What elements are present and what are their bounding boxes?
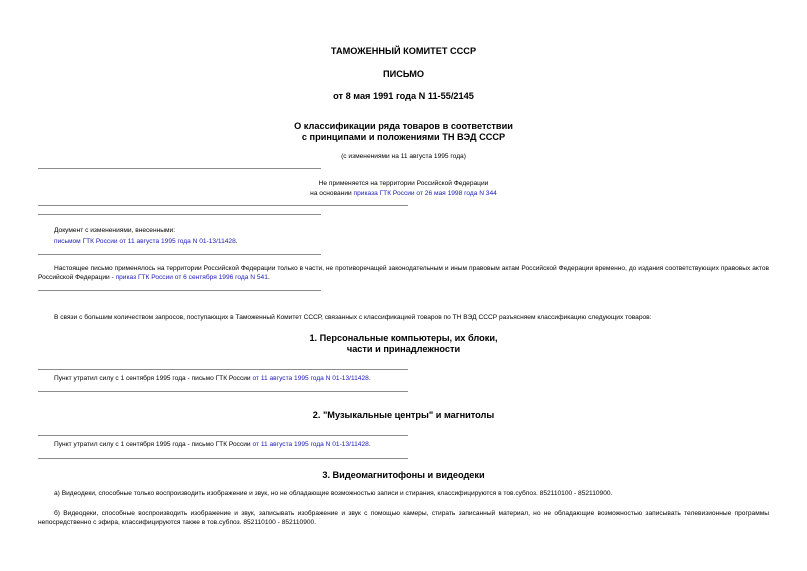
divider [38, 391, 408, 392]
divider [38, 458, 408, 459]
divider [38, 168, 321, 169]
section-1-repeal-note [54, 375, 371, 382]
section-2-repeal-text: Пункт утратил силу с 1 сентября 1995 года - письмо ГТК России [54, 441, 253, 448]
divider [38, 290, 321, 291]
changes-note: (с изменениями на 11 августа 1995 года) [341, 153, 466, 160]
issuing-authority: ТАМОЖЕННЫЙ КОМИТЕТ СССР [330, 46, 477, 56]
applicability-text: Настоящее письмо применялось на территории Российской Федерации только в части, не противоречащей законодательным и иным правовым актам Российской Федерации временно, до издания соответствующих правовых актов Российской Федерации - [38, 265, 769, 282]
section-1-repeal-suffix: . [368, 375, 371, 382]
section-2-repeal-link[interactable]: от 11 августа 1995 года N 01-13/11428 [252, 441, 369, 448]
section-2-title: 2. "Музыкальные центры" и магнитолы [312, 410, 495, 420]
section-1-title-line1: 1. Персональные компьютеры, их блоки, [309, 333, 498, 343]
section-3-paragraph-a: а) Видеодеки, способные только воспроизводить изображение и звук, но не обладающие возможностью записи и стирания, классифицируются в тов.субпоз. 852110100 - 852110900. [54, 490, 613, 497]
order-541-link[interactable]: приказ ГТК России от 6 сентября 1996 года N 541 [115, 274, 268, 282]
divider [38, 205, 408, 206]
divider [38, 254, 321, 255]
section-2-repeal-suffix: . [368, 441, 371, 448]
amendments-suffix: . [235, 238, 238, 245]
order-344-link[interactable]: приказа ГТК России от 26 мая 1998 года N 344 [353, 190, 497, 197]
document-title-line1: О классификации ряда товаров в соответствии [294, 121, 513, 131]
intro-paragraph: В связи с большим количеством запросов, поступающих в Таможенный Комитет СССР, связанных с классификацией товаров по ТН ВЭД СССР разъясняем классификацию следующих товаров: [54, 314, 652, 321]
section-1-repeal-link[interactable]: от 11 августа 1995 года N 01-13/11428 [252, 375, 369, 382]
amendments-line [54, 238, 238, 245]
applicability-paragraph [38, 264, 769, 283]
section-3-title: 3. Видеомагнитофоны и видеодеки [322, 470, 485, 480]
not-applied-line2 [0, 190, 807, 197]
document-title-line2: с принципами и положениями ТН ВЭД СССР [301, 132, 506, 142]
divider [38, 214, 321, 215]
section-3-paragraph-b: б) Видеодеки, способные воспроизводить изображение и звук, записывать изображение и звук с помощью камеры, стирать записанный материал, но не обладающие возможностью записывать телевизионные программы непосредственно с эфира, классифицируются также в тов.субпоз. 852110100 - 852110900. [38, 510, 769, 527]
not-applied-line1: Не применяется на территории Российской Федерации [318, 180, 489, 187]
section-2-repeal-note [54, 441, 371, 448]
document-type: ПИСЬМО [382, 69, 425, 79]
amendments-label: Документ с изменениями, внесенными: [54, 227, 176, 234]
amendment-letter-link[interactable]: письмом ГТК России от 11 августа 1995 года N 01-13/11428 [54, 238, 236, 245]
divider [38, 435, 408, 436]
document-date-number: от 8 мая 1991 года N 11-55/2145 [333, 91, 474, 101]
section-1-title-line2: части и принадлежности [346, 344, 461, 354]
section-1-repeal-text: Пункт утратил силу с 1 сентября 1995 года - письмо ГТК России [54, 375, 253, 382]
applicability-suffix: . [267, 274, 270, 282]
divider [38, 369, 408, 370]
not-applied-prefix: на основании [310, 190, 354, 197]
